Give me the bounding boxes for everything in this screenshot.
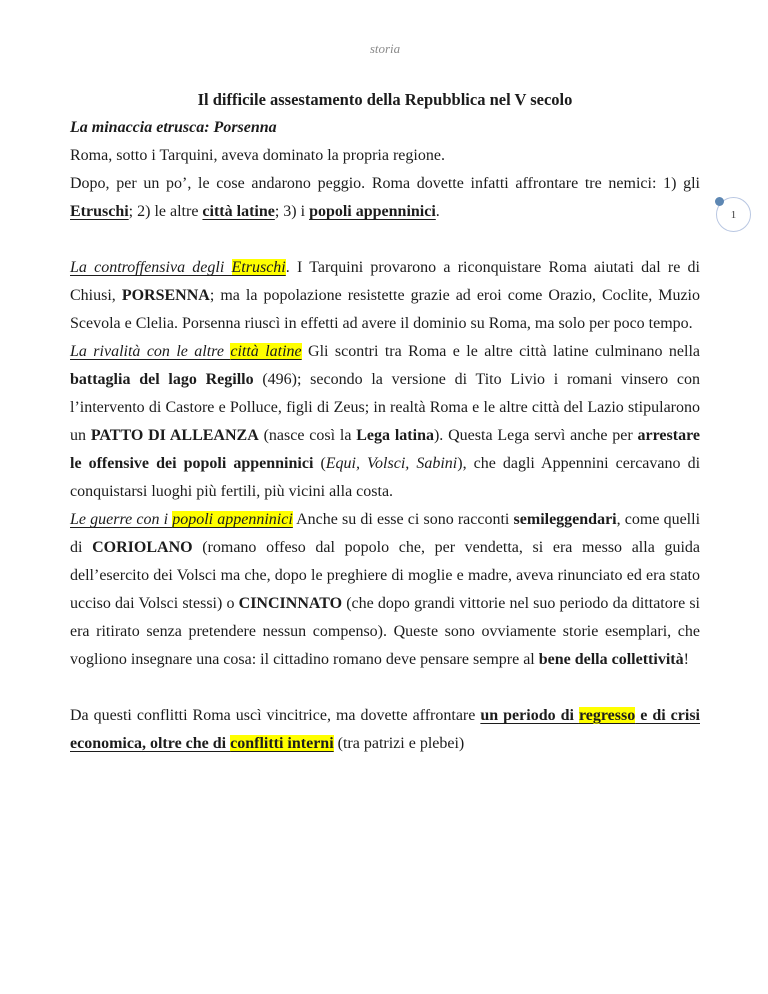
text-run: battaglia del lago Regillo — [70, 371, 254, 388]
text-run: (che dopo grandi vittorie nel suo periodo da dittatore si era ritirato senza pretendere nessun compenso). Queste sono ovviamente storie esemplari, che vogliono insegnare una cosa: il cittadino romano deve pensare sempre al — [70, 595, 700, 668]
text-run: CORIOLANO — [92, 539, 193, 556]
text-run: arrestare le offensive dei popoli appenninici — [70, 427, 700, 472]
paragraph — [70, 142, 700, 170]
annotation-number: 1 — [730, 208, 737, 221]
text-run: PATTO DI ALLEANZA — [90, 427, 259, 444]
paragraph — [70, 170, 700, 226]
text-run: , come quelli di — [70, 511, 701, 556]
text-run: regresso — [578, 707, 636, 724]
paragraph — [70, 506, 700, 674]
running-header: storia — [369, 41, 401, 56]
text-run: La controffensiva degli — [70, 259, 232, 276]
text-run: (496); secondo la versione di Tito Livio i romani vinsero con l’intervento di Castore e Polluce, figli di Zeus; in realtà Roma e le altre città del Lazio stipularono un — [70, 371, 700, 444]
text-run: conflitti interni — [230, 735, 334, 752]
text-run: Le guerre con i — [70, 511, 173, 528]
paragraph — [70, 254, 700, 338]
blank-line — [70, 674, 700, 702]
text-run: Gli scontri tra Roma e le altre città latine culminano nella — [301, 343, 701, 360]
text-run: Etruschi — [231, 259, 286, 276]
text-run: ! — [683, 651, 689, 668]
document-body — [70, 142, 700, 758]
text-run: un periodo di — [480, 707, 579, 724]
text-run: Roma, sotto i Tarquini, aveva dominato la propria regione. — [70, 147, 445, 164]
text-run: La rivalità con le altre — [70, 343, 231, 360]
text-run: ), che dagli Appennini cercavano di conquistarsi luoghi più fertili, più vicini alla costa. — [70, 455, 701, 500]
text-run: Equi, Volsci, Sabini — [325, 455, 458, 472]
text-run: (nasce così la — [258, 427, 357, 444]
text-run: Dopo, per un po’, le cose andarono peggio. Roma dovette infatti affrontare tre nemici: 1) gli — [70, 175, 700, 192]
text-run: ; 2) le altre — [128, 203, 203, 220]
text-run: PORSENNA — [121, 287, 210, 304]
section-heading: La minaccia etrusca: Porsenna — [70, 119, 277, 136]
text-run: (romano offeso dal popolo che, per vendetta, si era messo alla guida dell’esercito dei Volsci ma che, dopo le preghiere di moglie e madre, aveva rinunciato ed era stato ucciso dai Volsci stessi) o — [70, 539, 700, 612]
text-run: Etruschi — [70, 203, 129, 220]
text-run: . I Tarquini provarono a riconquistare Roma aiutati dal re di Chiusi, — [70, 259, 700, 304]
paragraph — [70, 702, 700, 758]
text-run: . — [435, 203, 440, 220]
text-run: Da questi conflitti Roma uscì vincitrice, ma dovette affrontare — [70, 707, 481, 724]
text-run: (tra patrizi e plebei) — [333, 735, 465, 752]
text-run: semileggendari — [513, 511, 617, 528]
text-run: bene della collettività — [538, 651, 684, 668]
text-run: popoli appenninici — [172, 511, 293, 528]
annotation-marker[interactable] — [716, 197, 751, 232]
text-run: e di crisi economica, oltre che di — [70, 707, 700, 752]
text-run: città latine — [230, 343, 302, 360]
text-run: Anche su di esse ci sono racconti — [292, 511, 514, 528]
text-run: Lega latina — [356, 427, 434, 444]
text-run: popoli appenninici — [309, 203, 436, 220]
document-title: Il difficile assestamento della Repubblica nel V secolo — [197, 90, 573, 109]
text-run: ; 3) i — [274, 203, 310, 220]
text-run: ). Questa Lega servì anche per — [433, 427, 638, 444]
text-run: CINCINNATO — [238, 595, 343, 612]
text-run: ; ma la popolazione resistette grazie ad eroi come Orazio, Coclite, Muzio Scevola e Clelia. Porsenna riuscì in effetti ad avere il dominio su Roma, ma solo per poco tempo. — [70, 287, 700, 332]
text-run: ( — [313, 455, 326, 472]
paragraph — [70, 338, 700, 506]
blank-line — [70, 226, 700, 254]
text-run: città latine — [202, 203, 275, 220]
